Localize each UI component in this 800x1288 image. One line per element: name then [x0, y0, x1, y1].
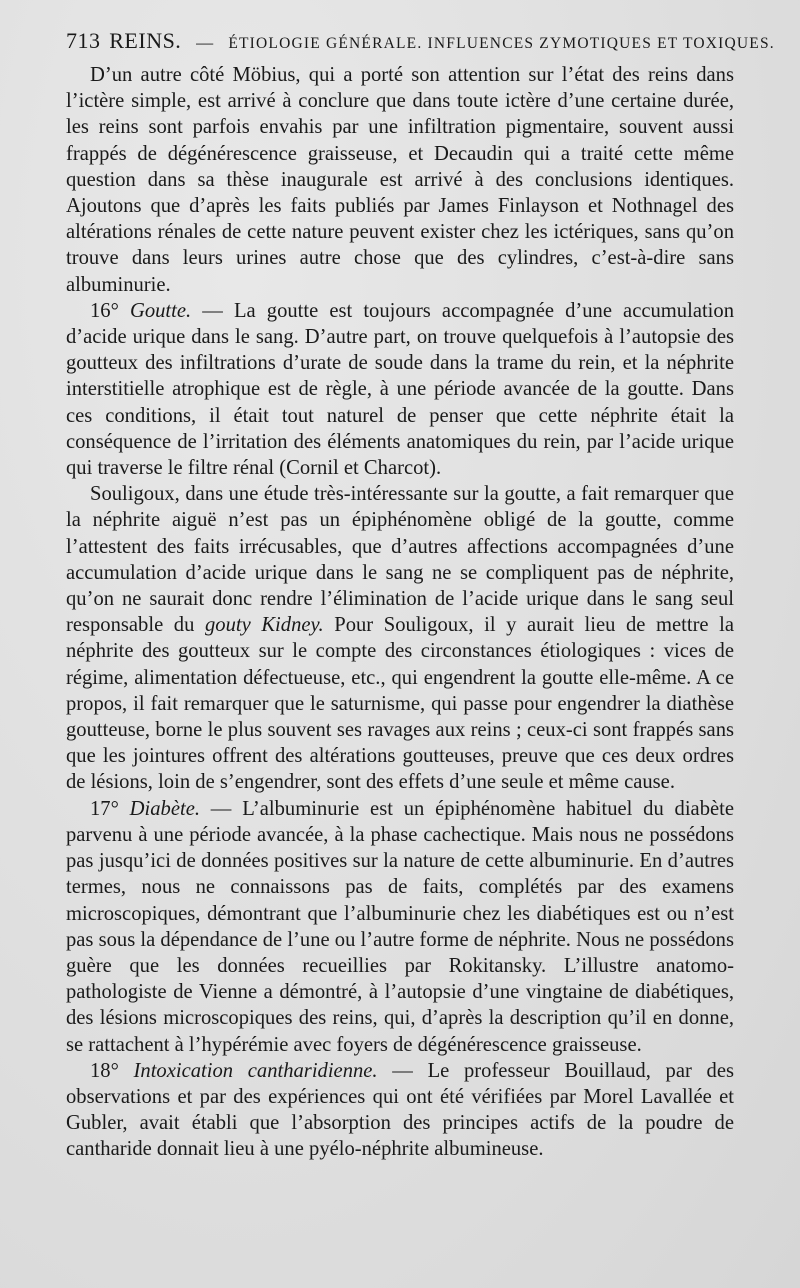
paragraph-diabete: [66, 796, 734, 1058]
paragraph-text: Souligoux, dans une étude très-intéressante sur la goutte, a fait remarquer que la néphrite aiguë n’est pas un épiphénomène obligé de la goutte, comme l’attestent des faits irrécusables, que d’autres affections accompagnées d’une accumulation d’acide urique dans le sang ne se compliquent pas de néphrite, qu’on ne saurait donc rendre l’élimination de l’acide urique dans le sang seul responsable du: [66, 483, 734, 637]
paragraph-text-continued: Pour Souligoux, il y aurait lieu de mettre la néphrite des goutteux sur le compte des circonstances étiologiques : vices de régime, alimentation défectueuse, etc., qui engendrent la goutte elle-même. A ce propos, il fait remarquer que le saturnisme, qui passe pour engendrer la diathèse goutteuse, borne le plus souvent ses ravages aux reins ; ceux-ci sont frappés sans que les jointures offrent des altérations goutteuses, preuve que ces deux ordres de lésions, loin de s’engendrer, sont des effets d’une seule et même cause.: [66, 614, 735, 794]
section-number: 18°: [90, 1059, 119, 1082]
running-title: ÉTIOLOGIE GÉNÉRALE. INFLUENCES ZYMOTIQUES ET TOXIQUES.: [228, 35, 775, 52]
section-number: 17°: [90, 797, 119, 820]
paragraph-cantharide: [66, 1058, 734, 1163]
chapter-short-title: REINS.: [109, 28, 182, 53]
paragraph-text: — L’albuminurie est un épiphénomène habituel du diabète parvenu à une période avancée, à la phase cachectique. Mais nous ne possédons pas jusqu’ici de données positives sur la nature de cette albuminurie. En d’autres termes, nous ne connaissons pas de faits, complétés par des examens microscopiques, démontrant que l’albuminurie chez les diabétiques est ou n’est pas sous la dépendance de l’une ou l’autre forme de néphrite. Nous ne possédons guère que les données recueillies par Rokitansky. L’illustre anatomo-pathologiste de Vienne a démontré, à l’autopsie d’une vingtaine de diabétiques, des lésions microscopiques des reins, qui, d’après la description qu’il en donne, se rattachent à l’hypérémie avec foyers de dégénérescence graisseuse.: [66, 797, 735, 1056]
paragraph-souligoux: [66, 481, 734, 795]
page-number: 713: [66, 28, 101, 53]
paragraph-icterus: [66, 62, 734, 298]
paragraph-goutte: [66, 298, 734, 481]
section-heading: Intoxication cantharidienne.: [133, 1059, 378, 1082]
header-dash: —: [196, 33, 214, 52]
section-heading: Diabète.: [129, 797, 200, 820]
running-header: [66, 28, 775, 54]
section-number: 16°: [90, 299, 119, 322]
paragraph-text: D’un autre côté Möbius, qui a porté son attention sur l’état des reins dans l’ictère simple, est arrivé à conclure que dans toute ictère d’une certaine durée, les reins sont parfois envahis par une infiltration pigmentaire, souvent aussi frappés de dégénérescence graisseuse, et Decaudin qui a traité cette même question dans sa thèse inaugurale est arrivé à des conclusions identiques. Ajoutons que d’après les faits publiés par James Finlayson et Nothnagel des altérations rénales de cette nature peuvent exister chez les ictériques, sans qu’on trouve dans leurs urines autre chose que des cylindres, c’est-à-dire sans albuminurie.: [66, 64, 734, 296]
italic-term: gouty Kidney.: [204, 614, 324, 637]
paragraph-text: — La goutte est toujours accompagnée d’une accumulation d’acide urique dans le sang. D’autre part, on trouve quelquefois à l’autopsie des goutteux des infiltrations d’urate de soude dans la trame du rein, et la néphrite interstitielle atrophique est de règle, à une période avancée de la goutte. Dans ces conditions, il était tout naturel de penser que cette néphrite était la conséquence de l’irritation des éléments anatomiques du rein, par l’acide urique qui traverse le filtre rénal (Cornil et Charcot).: [66, 299, 734, 480]
paragraph-text: — Le professeur Bouillaud, par des observations et par des expériences qui ont été vérifiées par Morel Lavallée et Gubler, avait établi que l’absorption des principes actifs de la poudre de cantharide donnait lieu à une pyélo-néphrite albumineuse.: [66, 1059, 734, 1161]
body-text: [66, 62, 734, 1163]
section-heading: Goutte.: [129, 299, 192, 322]
